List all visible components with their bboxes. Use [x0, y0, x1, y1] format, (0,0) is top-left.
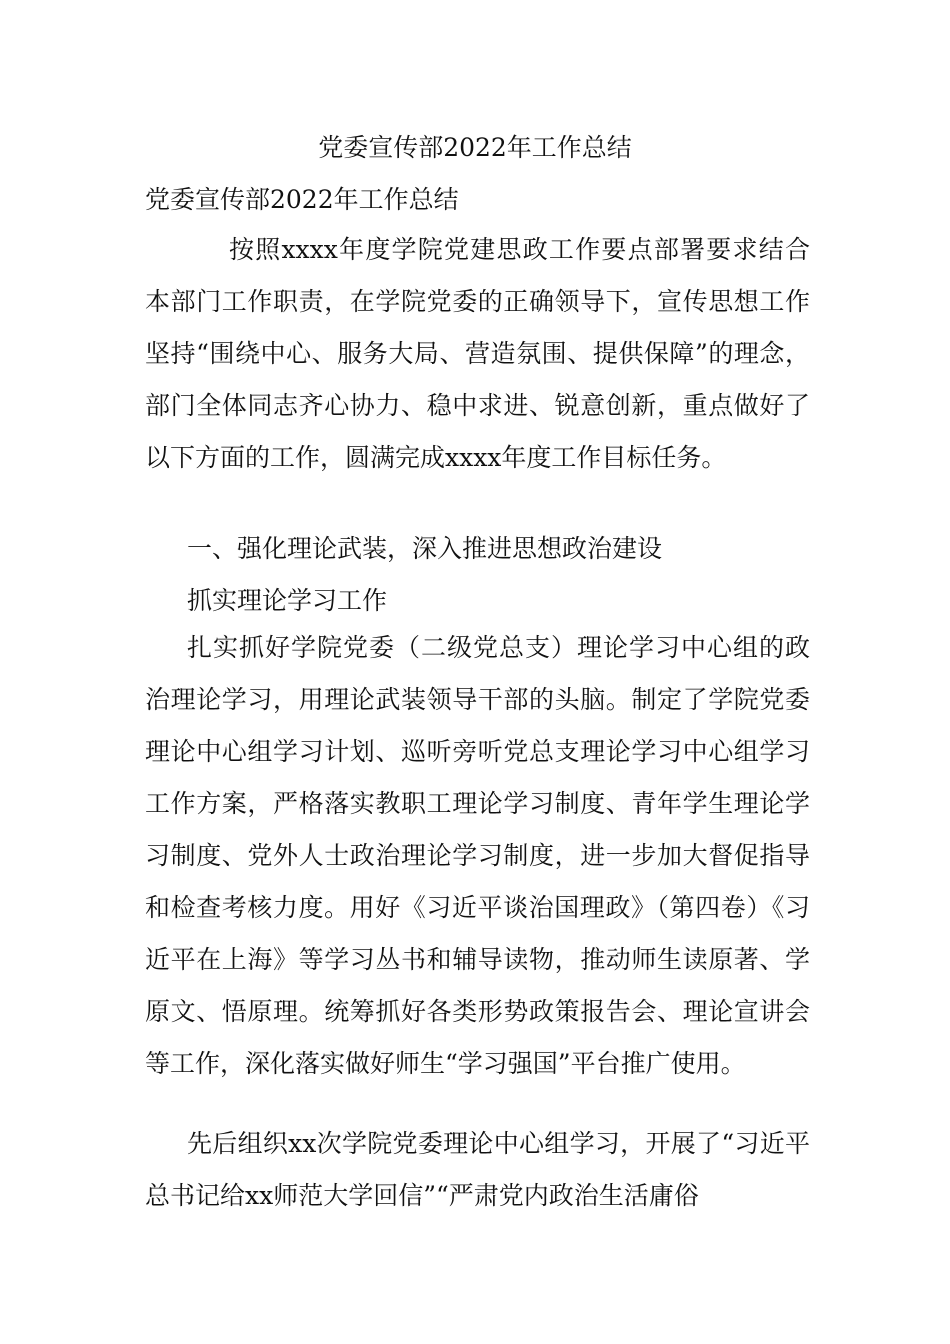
intro-paragraph: 按照xxxx年度学院党建思政工作要点部署要求结合本部门工作职责，在学院党委的正确领导下，宣传思想工作坚持“围绕中心、服务大局、营造氛围、提供保障”的理念，部门全体同志齐心协力、稳中求进、锐意创新，重点做好了以下方面的工作，圆满完成xxxx年度工作目标任务。	[145, 235, 810, 472]
document-title: 党委宣传部2022年工作总结	[318, 133, 632, 162]
subsection-heading: 抓实理论学习工作	[187, 586, 388, 615]
section-heading: 一、强化理论武装，深入推进思想政治建设	[187, 534, 663, 563]
document-subtitle: 党委宣传部2022年工作总结	[145, 185, 459, 214]
body-paragraph: 先后组织xx次学院党委理论中心组学习，开展了“习近平总书记给xx师范大学回信”“严肃党内政治生活庸俗	[145, 1129, 810, 1210]
body-paragraph: 扎实抓好学院党委（二级党总支）理论学习中心组的政治理论学习，用理论武装领导干部的头脑。制定了学院党委理论中心组学习计划、巡听旁听党总支理论学习中心组学习工作方案，严格落实教职工理论学习制度、青年学生理论学习制度、党外人士政治理论学习制度，进一步加大督促指导和检查考核力度。用好《习近平谈治国理政》（第四卷）《习近平在上海》等学习丛书和辅导读物，推动师生读原著、学原文、悟原理。统筹抓好各类形势政策报告会、理论宣讲会等工作，深化落实做好师生“学习强国”平台推广使用。	[145, 633, 810, 1078]
